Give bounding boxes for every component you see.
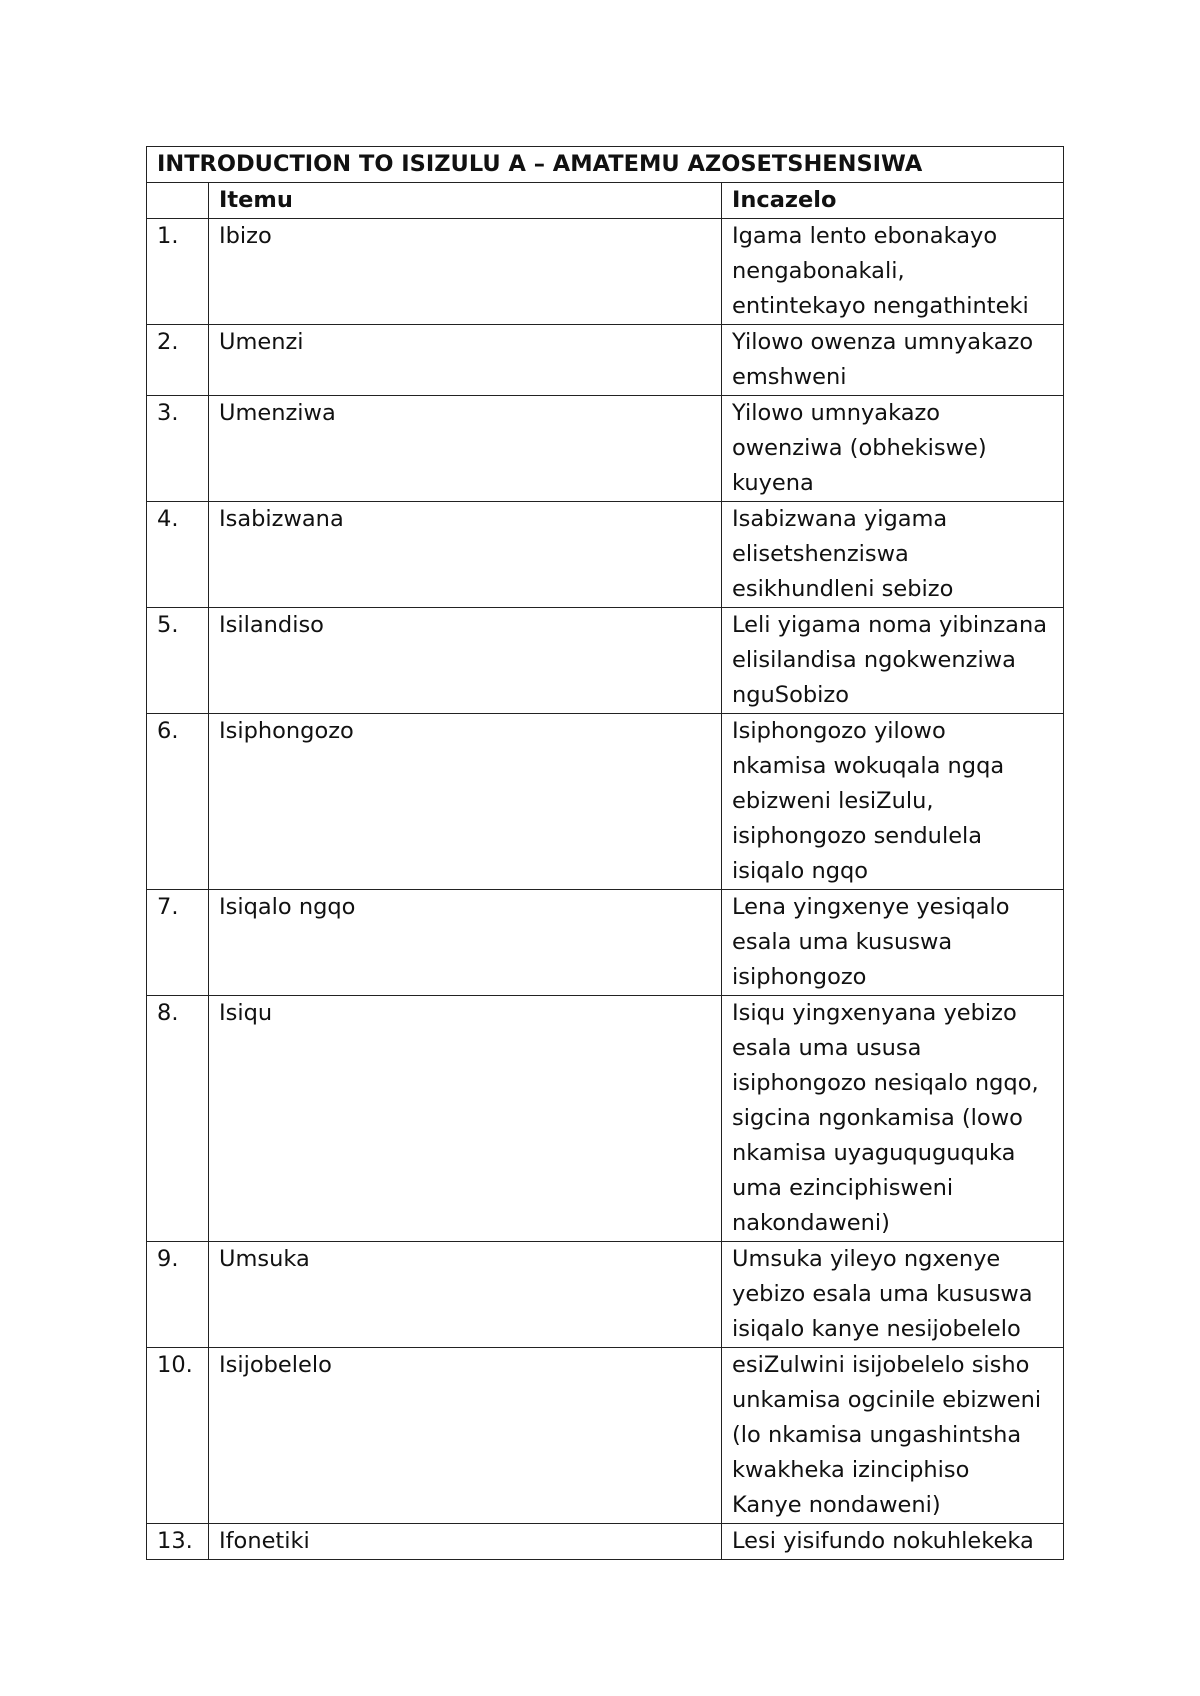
table-row xyxy=(147,1242,1064,1348)
header-definition: Incazelo xyxy=(722,183,1064,219)
row-term: Isiqu xyxy=(209,996,722,1242)
row-number: 4. xyxy=(147,502,209,608)
row-term: Isabizwana xyxy=(209,502,722,608)
table-row xyxy=(147,1524,1064,1560)
table-row xyxy=(147,219,1064,325)
row-definition: Yilowo owenza umnyakazo emshweni xyxy=(722,325,1064,396)
row-number: 6. xyxy=(147,714,209,890)
table-row xyxy=(147,890,1064,996)
row-term: Isilandiso xyxy=(209,608,722,714)
table-row xyxy=(147,396,1064,502)
terms-table xyxy=(146,146,1064,1560)
row-definition: Isiphongozo yilowo nkamisa wokuqala ngqa ebizweni lesiZulu, isiphongozo sendulela isiqalo ngqo xyxy=(722,714,1064,890)
row-number: 3. xyxy=(147,396,209,502)
row-term: Ifonetiki xyxy=(209,1524,722,1560)
row-number: 7. xyxy=(147,890,209,996)
row-definition: Igama lento ebonakayo nengabonakali, entintekayo nengathinteki xyxy=(722,219,1064,325)
title-row xyxy=(147,147,1064,183)
row-definition: Isabizwana yigama elisetshenziswa esikhundleni sebizo xyxy=(722,502,1064,608)
table-row xyxy=(147,608,1064,714)
table-title: INTRODUCTION TO ISIZULU A – AMATEMU AZOSETSHENSIWA xyxy=(147,147,1064,183)
row-number: 13. xyxy=(147,1524,209,1560)
table-row xyxy=(147,325,1064,396)
row-definition: Isiqu yingxenyana yebizo esala uma ususa isiphongozo nesiqalo ngqo, sigcina ngonkamisa (lowo nkamisa uyaguquguquka uma ezinciphisweni nakondaweni) xyxy=(722,996,1064,1242)
row-number: 8. xyxy=(147,996,209,1242)
row-term: Umenzi xyxy=(209,325,722,396)
row-definition: Lesi yisifundo nokuhlekeka xyxy=(722,1524,1064,1560)
table-row xyxy=(147,714,1064,890)
row-definition: esiZulwini isijobelelo sisho unkamisa ogcinile ebizweni (lo nkamisa ungashintsha kwakheka izinciphiso Kanye nondaweni) xyxy=(722,1348,1064,1524)
table-row xyxy=(147,996,1064,1242)
row-number: 2. xyxy=(147,325,209,396)
row-number: 5. xyxy=(147,608,209,714)
row-term: Ibizo xyxy=(209,219,722,325)
table-row xyxy=(147,1348,1064,1524)
row-definition: Leli yigama noma yibinzana elisilandisa ngokwenziwa nguSobizo xyxy=(722,608,1064,714)
row-term: Umsuka xyxy=(209,1242,722,1348)
row-definition: Umsuka yileyo ngxenye yebizo esala uma kususwa isiqalo kanye nesijobelelo xyxy=(722,1242,1064,1348)
row-number: 1. xyxy=(147,219,209,325)
row-definition: Yilowo umnyakazo owenziwa (obhekiswe) kuyena xyxy=(722,396,1064,502)
row-number: 10. xyxy=(147,1348,209,1524)
row-term: Isiqalo ngqo xyxy=(209,890,722,996)
row-definition: Lena yingxenye yesiqalo esala uma kususwa isiphongozo xyxy=(722,890,1064,996)
row-number: 9. xyxy=(147,1242,209,1348)
header-row xyxy=(147,183,1064,219)
table-row xyxy=(147,502,1064,608)
row-term: Umenziwa xyxy=(209,396,722,502)
row-term: Isiphongozo xyxy=(209,714,722,890)
row-term: Isijobelelo xyxy=(209,1348,722,1524)
header-number xyxy=(147,183,209,219)
header-term: Itemu xyxy=(209,183,722,219)
